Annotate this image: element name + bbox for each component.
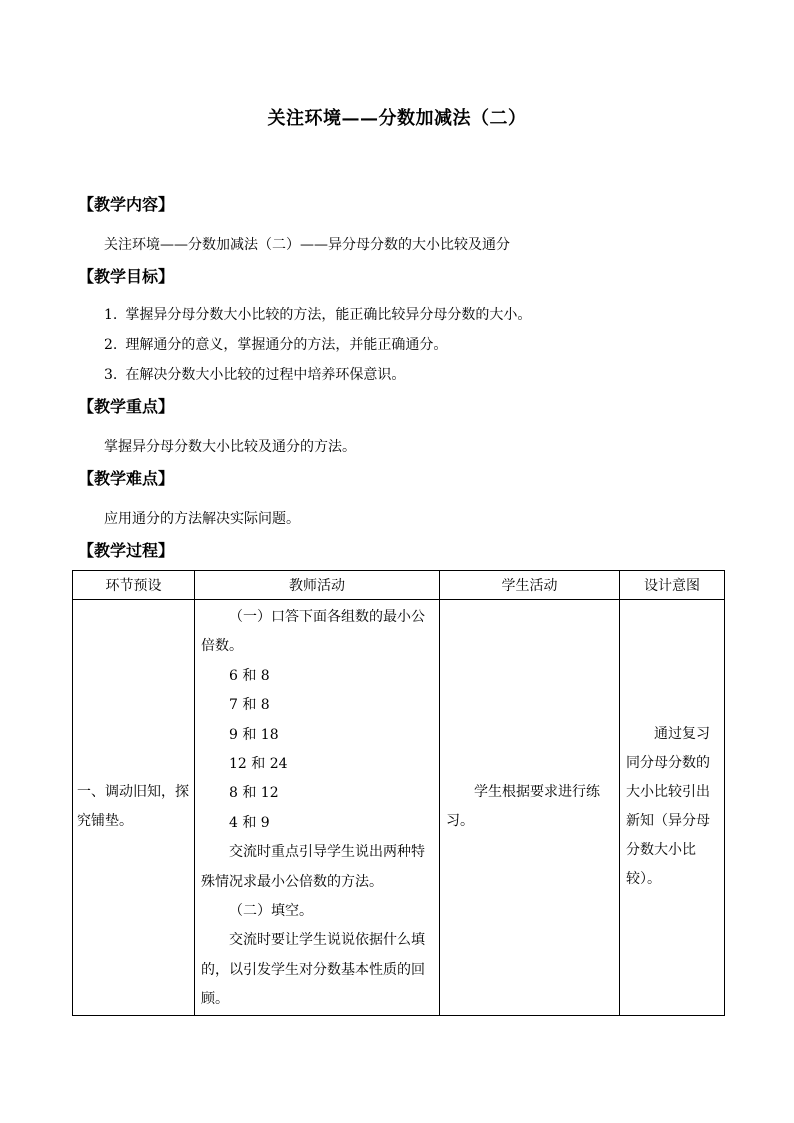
objective-number: 2. (104, 337, 118, 353)
stage-text: 一、调动旧知，探究铺垫。 (77, 784, 189, 830)
page-title: 关注环境——分数加减法（二） (267, 108, 527, 129)
student-activity-cell (440, 600, 620, 1016)
table-row (73, 600, 725, 1016)
number-pair: 12 和 24 (229, 756, 288, 773)
number-pair: 6 和 8 (229, 667, 270, 684)
difficulties-heading: 【教学难点】 (78, 469, 175, 488)
difficulties-text: 应用通分的方法解决实际问题。 (104, 511, 300, 527)
key-points-heading: 【教学重点】 (78, 397, 175, 416)
objective-text: 在解决分数大小比较的过程中培养环保意识。 (125, 367, 406, 383)
design-intent-cell (620, 600, 725, 1016)
column-header-teacher: 教师活动 (195, 571, 440, 600)
design-intent-text: 通过复习同分母分数的大小比较引出新知（异分母分数大小比较）。 (626, 726, 710, 888)
content-text: 关注环境——分数加减法（二）——异分母分数的大小比较及通分 (104, 237, 510, 253)
teacher-part-2: （二）填空。 (229, 903, 313, 920)
objective-text: 理解通分的意义，掌握通分的方法，并能正确通分。 (125, 337, 448, 353)
teacher-note-2: 交流时要让学生说说依据什么填的，以引发学生对分数基本性质的回顾。 (201, 932, 425, 1008)
table-header-row (73, 571, 725, 600)
teacher-note-1: 交流时重点引导学生说出两种特殊情况求最小公倍数的方法。 (201, 844, 425, 890)
teacher-activity-cell (195, 600, 440, 1016)
teaching-process-table (72, 570, 725, 1016)
student-activity-text: 学生根据要求进行练习。 (446, 784, 600, 830)
objective-number: 1. (104, 307, 118, 323)
column-header-stage: 环节预设 (73, 571, 195, 600)
objective-item-3 (104, 364, 405, 384)
teacher-intro: （一）口答下面各组数的最小公倍数。 (201, 609, 425, 655)
objective-item-2 (104, 334, 447, 354)
column-header-student: 学生活动 (440, 571, 620, 600)
objective-text: 掌握异分母分数大小比较的方法，能正确比较异分母分数的大小。 (125, 307, 532, 323)
number-pair: 4 和 9 (229, 814, 270, 831)
key-points-text: 掌握异分母分数大小比较及通分的方法。 (104, 439, 356, 455)
process-heading: 【教学过程】 (78, 541, 175, 560)
number-pair: 8 和 12 (229, 785, 279, 802)
content-heading: 【教学内容】 (78, 195, 175, 214)
objective-number: 3. (104, 367, 118, 383)
objective-item-1 (104, 304, 531, 324)
column-header-intent: 设计意图 (620, 571, 725, 600)
stage-cell (73, 600, 195, 1016)
number-pair: 9 和 18 (229, 726, 279, 743)
objectives-heading: 【教学目标】 (78, 267, 175, 286)
number-pair: 7 和 8 (229, 697, 270, 714)
